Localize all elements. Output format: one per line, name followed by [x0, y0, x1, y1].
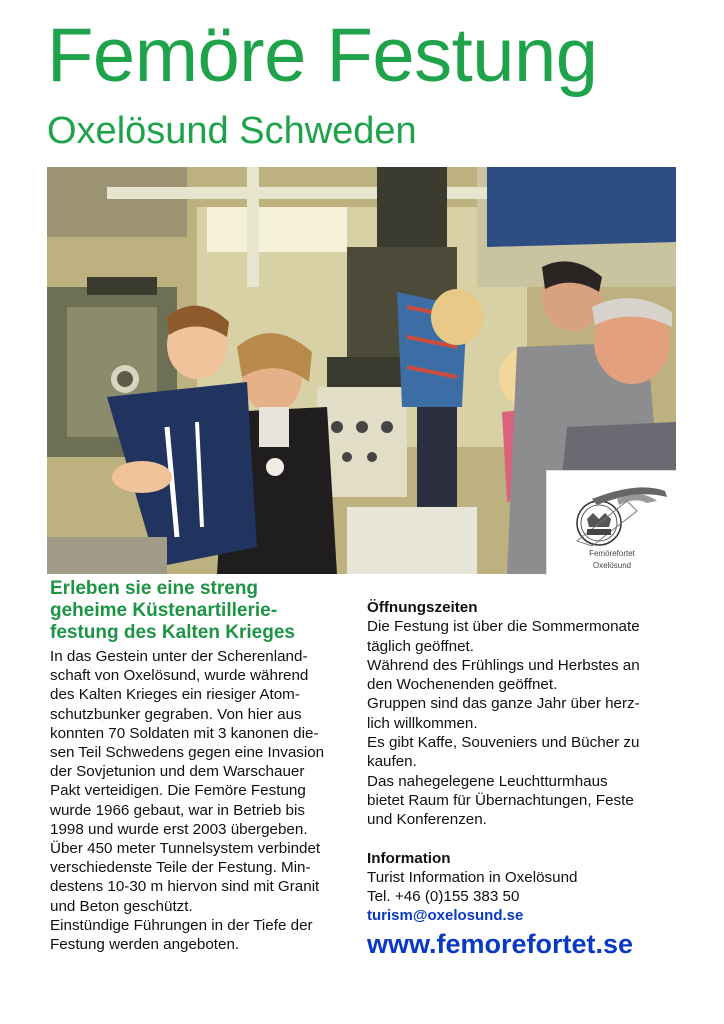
body-line: und Beton geschützt.	[50, 897, 193, 915]
body-line: der Sovjetunion und dem Warschauer	[50, 763, 305, 781]
hours-line: bietet Raum für Übernachtungen, Feste	[367, 791, 634, 809]
fort-logo	[546, 470, 677, 575]
hours-line: Die Festung ist über die Sommermonate	[367, 618, 640, 636]
body-line: schaft von Oxelösund, wurde während	[50, 667, 309, 685]
email-link[interactable]: turism@oxelosund.se	[367, 907, 524, 925]
opening-hours-title: Öffnungszeiten	[367, 599, 478, 616]
logo-line-2: Oxelösund	[592, 561, 632, 570]
fort-emblem-icon	[547, 471, 677, 551]
spacer	[367, 830, 679, 849]
page-title: Femöre Festung	[47, 13, 598, 98]
hours-line: lich willkommen.	[367, 714, 478, 732]
body-line: 1998 und wurde erst 2003 übergeben.	[50, 820, 308, 838]
body-line: wurde 1966 gebaut, war in Betrieb bis	[50, 801, 305, 819]
body-line: Einstündige Führungen in der Tiefe der	[50, 916, 313, 934]
body-line: Festung werden angeboten.	[50, 936, 240, 954]
hours-line: kaufen.	[367, 753, 417, 771]
intro-body	[50, 644, 362, 954]
body-line: verschiedenste Teile der Festung. Min-	[50, 859, 311, 877]
hours-line: den Wochenenden geöffnet.	[367, 676, 558, 694]
hours-line: Während des Frühlings und Herbstes an	[367, 656, 640, 674]
hours-line: Gruppen sind das ganze Jahr über herz-	[367, 695, 640, 713]
body-line: In das Gestein unter der Scherenland-	[50, 648, 308, 665]
body-line: Über 450 meter Tunnelsystem verbindet	[50, 840, 321, 858]
info-column	[367, 598, 679, 961]
page-subtitle: Oxelösund Schweden	[47, 110, 417, 152]
headline-line: festung des Kalten Krieges	[50, 622, 295, 643]
website-link[interactable]: www.femorefortet.se	[367, 928, 634, 959]
body-line: Pakt verteidigen. Die Femöre Festung	[50, 782, 306, 800]
body-line: sen Teil Schwedens gegen eine Invasion	[50, 744, 325, 762]
phone-line: Tel. +46 (0)155 383 50	[367, 888, 520, 906]
photo-credit: Foto Per Rödseth	[99, 644, 110, 723]
body-line: konnten 70 Soldaten mit 3 kanonen die-	[50, 724, 319, 742]
headline-line: Erleben sie eine streng	[50, 578, 259, 599]
hours-line: Das nahegelegene Leuchtturmhaus	[367, 772, 608, 790]
hours-line: und Konferenzen.	[367, 811, 487, 829]
intro-column	[50, 578, 362, 954]
logo-line-1: Femörefortet	[589, 549, 635, 558]
body-line: schutzbunker gegraben. Von hier aus	[50, 705, 302, 723]
intro-headline	[50, 578, 362, 644]
body-line: destens 10-30 m hiervon sind mit Granit	[50, 878, 320, 896]
headline-line: geheime Küstenartillerie-	[50, 600, 278, 621]
info-line: Turist Information in Oxelösund	[367, 868, 578, 886]
hours-line: täglich geöffnet.	[367, 637, 474, 655]
body-line: des Kalten Krieges ein riesiger Atom-	[50, 686, 300, 704]
information-title: Information	[367, 849, 451, 867]
hours-line: Es gibt Kaffe, Souveniers und Bücher zu	[367, 734, 640, 752]
